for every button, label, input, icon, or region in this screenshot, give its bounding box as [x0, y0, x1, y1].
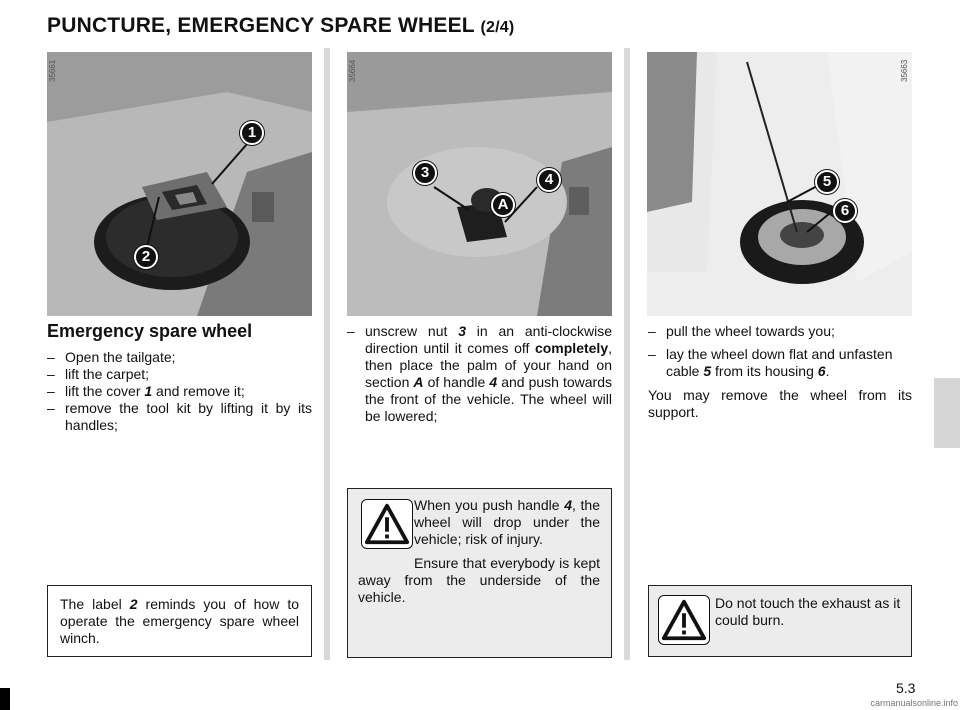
- column-divider: [624, 48, 630, 660]
- warning-text-1: When you push handle 4, the wheel will drop under the vehicle; risk of injury.: [414, 497, 600, 547]
- steps-list-1: [47, 349, 312, 434]
- callout-1: 1: [240, 121, 264, 145]
- photo-ref-number: 35661: [48, 59, 57, 82]
- callout-A: A: [491, 193, 515, 217]
- callout-5: 5: [815, 170, 839, 194]
- chapter-tab: [934, 378, 960, 448]
- warning-text-2: Ensure that everybody is kept away from the underside of the vehicle.: [358, 555, 600, 605]
- steps-list-3: [648, 323, 912, 380]
- photo-tool-kit-image: [47, 52, 312, 316]
- warning-box-handle: [347, 488, 612, 658]
- step-item: – lift the cover 1 and remove it;: [47, 383, 312, 400]
- steps-list-2: [347, 323, 612, 425]
- page-title-text: PUNCTURE, EMERGENCY SPARE WHEEL: [47, 14, 475, 37]
- callout-2: 2: [134, 245, 158, 269]
- section-heading: Emergency spare wheel: [47, 321, 253, 341]
- photo-nut-handle: [347, 52, 612, 316]
- callout-6: 6: [833, 199, 857, 223]
- callout-4: 4: [537, 168, 561, 192]
- step-item: – unscrew nut 3 in an anti-clockwise direction until it comes off completely, then place the palm of your hand on section A of handle 4 and push towards the front of the vehicle. The wheel will be lowered;: [347, 323, 612, 425]
- step-item: – pull the wheel towards you;: [648, 323, 912, 340]
- note-text: The label 2 reminds you of how to operate the emergency spare wheel winch.: [60, 596, 299, 646]
- photo-nut-handle-image: [347, 52, 612, 316]
- warning-text-exhaust: Do not touch the exhaust as it could burn.: [715, 595, 901, 628]
- warning-box-exhaust: [648, 585, 912, 657]
- watermark: carmanualsonline.info: [870, 698, 958, 708]
- step-item: – Open the tailgate;: [47, 349, 312, 366]
- page-number: 5.3: [896, 680, 916, 696]
- photo-tool-kit: [47, 52, 312, 316]
- photo-ref-number: 35664: [348, 59, 357, 82]
- warning-triangle-icon: [658, 595, 710, 645]
- callout-3: 3: [413, 161, 437, 185]
- corner-mark: [0, 688, 10, 710]
- photo-spare-wheel-image: [647, 52, 912, 316]
- step-item: – lift the carpet;: [47, 366, 312, 383]
- photo-spare-wheel: [647, 52, 912, 316]
- note-box: [47, 585, 312, 657]
- step-item: – lay the wheel down flat and unfasten cable 5 from its housing 6.: [648, 346, 912, 380]
- step-item: – remove the tool kit by lifting it by its handles;: [47, 400, 312, 434]
- page-title: [47, 14, 514, 38]
- column-divider: [324, 48, 330, 660]
- photo-ref-number: 35663: [900, 59, 909, 82]
- page-title-suffix: (2/4): [480, 19, 515, 36]
- paragraph-remove-wheel: You may remove the wheel from its support.: [648, 387, 912, 420]
- warning-triangle-icon: [361, 499, 413, 549]
